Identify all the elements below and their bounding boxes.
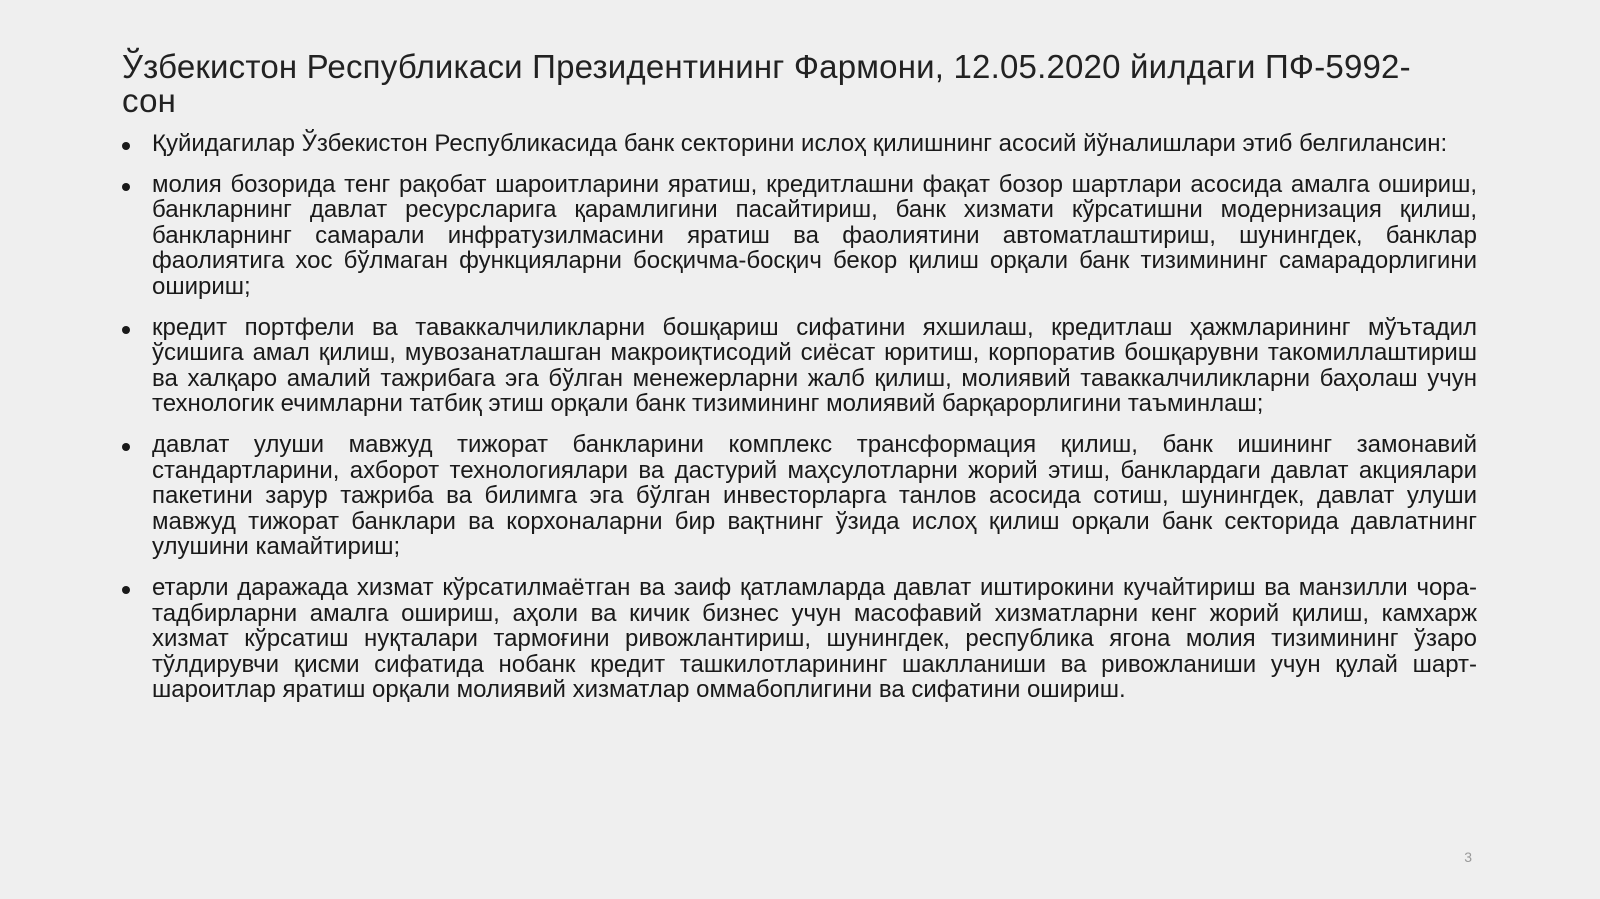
bullet-item bbox=[122, 432, 1477, 560]
bullet-text: молия бозорида тенг рақобат шароитларини яратиш, кредитлашни фақат бозор шартлари асосида амалга ошириш, банкларнинг давлат ресурсларига қарамлигини пасайтириш, банк хизмати кўрсатишни модернизация қилиш, банкларнинг самарали инфратузилмасини яратиш ва фаолиятини автоматлаштириш, шунингдек, банклар фаолиятига хос бўлмаган функцияларни босқичма-босқич бекор қилиш орқали банк тизимининг самарадорлигини ошириш; bbox=[152, 170, 1477, 300]
bullet-item bbox=[122, 315, 1477, 417]
bullet-list bbox=[122, 131, 1477, 718]
bullet-text: давлат улуши мавжуд тижорат банкларини комплекс трансформация қилиш, банк ишининг замонавий стандартларини, ахборот технологиялари ва дастурий маҳсулотларни жорий этиш, банклардаги давлат акциялари пакетини зарур тажриба ва билимга эга бўлган инвесторларга танлов асосида сотиш, шунингдек, давлат улуши мавжуд тижорат банклари ва корхоналарни бир вақтнинг ўзида ислоҳ қилиш орқали банк секторида давлатнинг улушини камайтириш; bbox=[152, 430, 1477, 561]
bullet-item bbox=[122, 131, 1477, 157]
bullet-dot-icon bbox=[122, 183, 130, 191]
bullet-dot-icon bbox=[122, 142, 130, 150]
slide-title: Ўзбекистон Республикаси Президентининг Фармони, 12.05.2020 йилдаги ПФ-5992-сон bbox=[122, 48, 1411, 119]
bullet-dot-icon bbox=[122, 326, 130, 334]
bullet-text: етарли даражада хизмат кўрсатилмаётган ва заиф қатламларда давлат иштирокини кучайтириш ва манзилли чора-тадбирларни амалга ошириш, аҳоли ва кичик бизнес учун масофавий хизматларни кенг жорий қилиш, камхарж хизмат кўрсатиш нуқталари тармоғини ривожлантириш, шунингдек, республика ягона молия тизимининг ўзаро тўлдирувчи қисми сифатида нобанк кредит ташкилотларининг шаклланиши ва ривожланиши учун қулай шарт-шароитлар яратиш орқали молиявий хизматлар оммабоплигини ва сифатини ошириш. bbox=[152, 573, 1477, 704]
page-number: 3 bbox=[1464, 849, 1472, 865]
bullet-item bbox=[122, 172, 1477, 300]
bullet-item bbox=[122, 575, 1477, 703]
bullet-text: кредит портфели ва таваккалчиликларни бошқариш сифатини яхшилаш, кредитлаш ҳажмларининг мўътадил ўсишига амал қилиш, мувозанатлашган макроиқтисодий сиёсат юритиш, корпоратив бошқарувни такомиллаштириш ва халқаро амалий тажрибага эга бўлган менежерларни жалб қилиш, молиявий таваккалчиликларни баҳолаш учун технологик ечимларни татбиқ этиш орқали банк тизимининг молиявий барқарорлигини таъминлаш; bbox=[152, 313, 1477, 418]
bullet-dot-icon bbox=[122, 586, 130, 594]
bullet-dot-icon bbox=[122, 443, 130, 451]
bullet-text: Қуйидагилар Ўзбекистон Республикасида банк секторини ислоҳ қилишнинг асосий йўналишлари этиб белгилансин: bbox=[152, 130, 1448, 157]
